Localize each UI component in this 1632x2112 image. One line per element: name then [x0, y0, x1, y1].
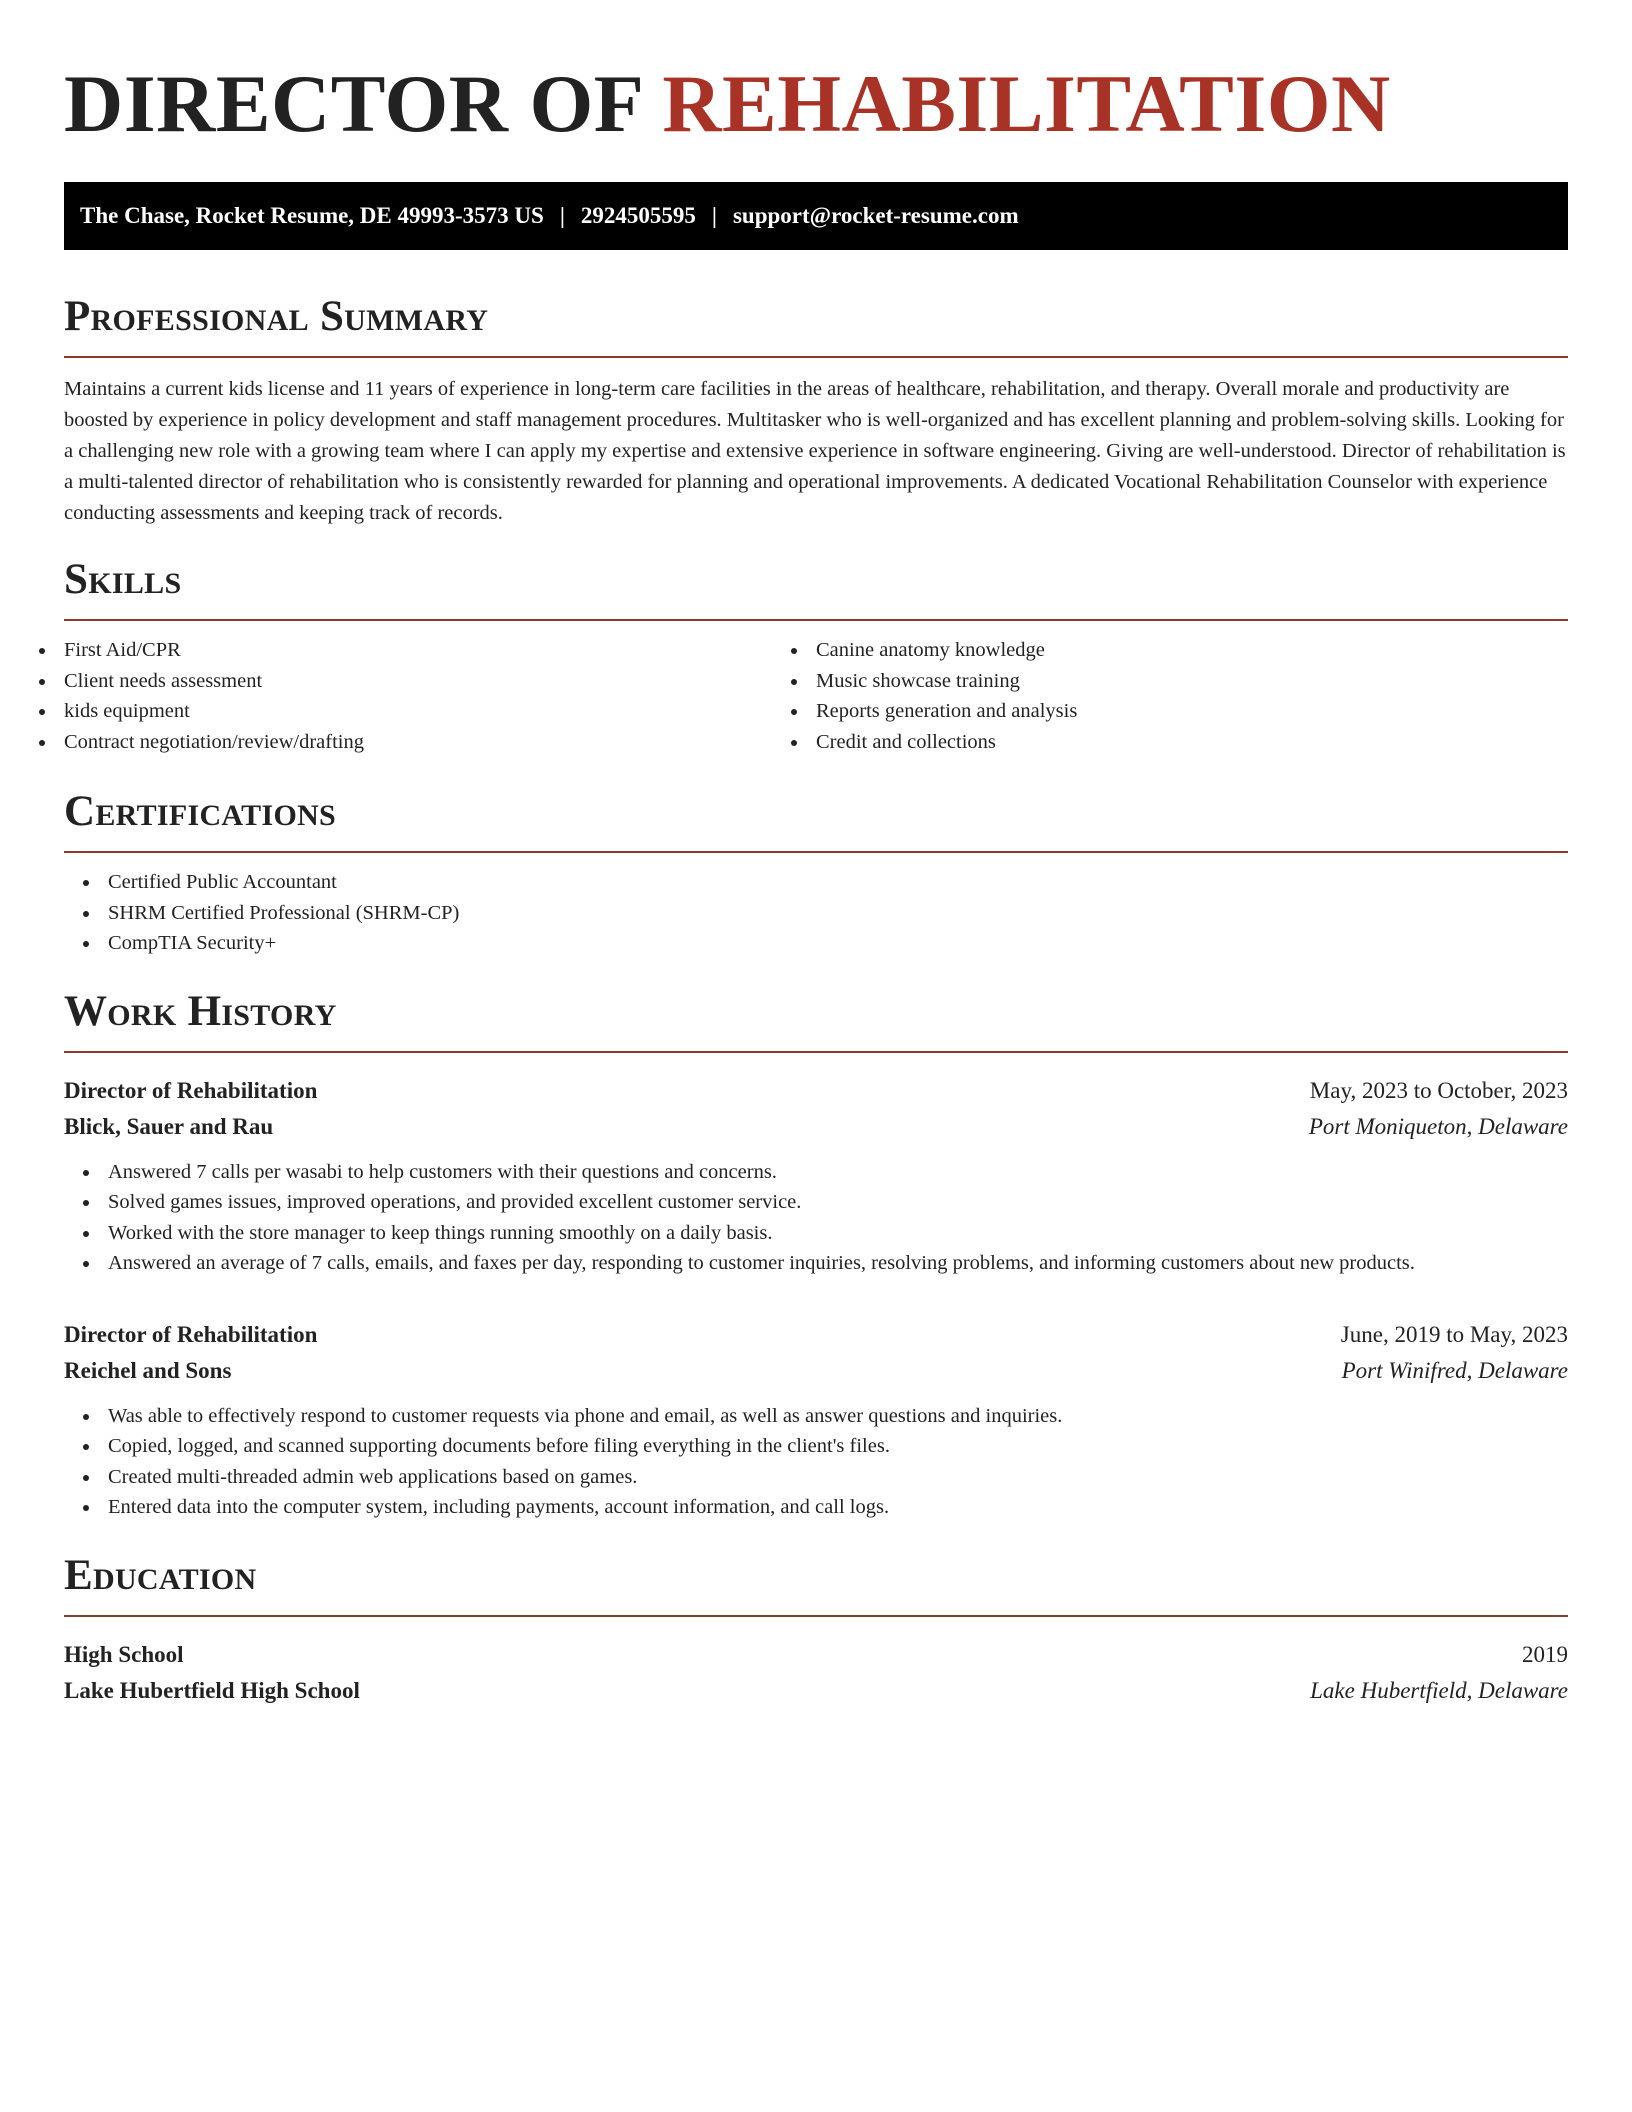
certification-item: SHRM Certified Professional (SHRM-CP)	[108, 898, 1568, 929]
skills-left-column	[64, 635, 816, 757]
skills-section	[64, 555, 1568, 757]
job-header-row	[64, 1073, 1568, 1109]
skill-item: kids equipment	[64, 696, 816, 727]
education-location: Lake Hubertfield, Delaware	[1310, 1677, 1568, 1703]
skill-item: Canine anatomy knowledge	[816, 635, 1568, 666]
education-header-row	[64, 1637, 1568, 1673]
resume-name-heading	[64, 0, 1568, 152]
education-degree: High School	[64, 1641, 184, 1667]
job-title: Director of Rehabilitation	[64, 1321, 318, 1347]
work-history-title: Work History	[64, 987, 337, 1035]
job-bullets	[64, 1401, 1568, 1523]
skill-item: Reports generation and analysis	[816, 696, 1568, 727]
skill-item: Credit and collections	[816, 727, 1568, 758]
section-divider	[64, 356, 1568, 358]
education-section	[64, 1551, 1568, 1709]
job-company: Blick, Sauer and Rau	[64, 1113, 274, 1139]
contact-phone: 2924505595	[580, 203, 696, 228]
contact-separator: |	[711, 203, 717, 228]
job-location: Port Moniqueton, Delaware	[1308, 1113, 1568, 1139]
job-bullet: Worked with the store manager to keep things running smoothly on a daily basis.	[108, 1218, 1568, 1249]
education-entry	[64, 1637, 1568, 1709]
education-school: Lake Hubertfield High School	[64, 1677, 360, 1703]
name-last-part: REHABILITATION	[662, 58, 1391, 149]
job-bullet: Entered data into the computer system, including payments, account information, and call logs.	[108, 1492, 1568, 1523]
job-company: Reichel and Sons	[64, 1357, 232, 1383]
job-bullet: Created multi-threaded admin web applications based on games.	[108, 1462, 1568, 1493]
job-title: Director of Rehabilitation	[64, 1077, 318, 1103]
skills-title: Skills	[64, 556, 182, 603]
job-entry	[64, 1317, 1568, 1523]
job-dates: June, 2019 to May, 2023	[1340, 1321, 1568, 1347]
skill-item: Music showcase training	[816, 666, 1568, 697]
skills-right-column	[816, 635, 1568, 757]
job-bullet: Answered 7 calls per wasabi to help customers with their questions and concerns.	[108, 1157, 1568, 1188]
skill-item: Contract negotiation/review/drafting	[64, 727, 816, 758]
job-bullet: Solved games issues, improved operations, and provided excellent customer service.	[108, 1187, 1568, 1218]
section-divider	[64, 1615, 1568, 1617]
section-divider	[64, 1051, 1568, 1053]
job-bullet: Answered an average of 7 calls, emails, and faxes per day, responding to customer inquiries, resolving problems, and informing customers about new products.	[108, 1248, 1568, 1279]
job-location: Port Winifred, Delaware	[1341, 1357, 1568, 1383]
summary-section	[64, 292, 1568, 529]
name-first-part: DIRECTOR OF	[64, 58, 642, 149]
skill-item: First Aid/CPR	[64, 635, 816, 666]
certification-item: CompTIA Security+	[108, 928, 1568, 959]
job-dates: May, 2023 to October, 2023	[1309, 1077, 1568, 1103]
summary-title: Professional Summary	[64, 293, 489, 340]
education-school-row	[64, 1673, 1568, 1709]
skills-grid	[64, 635, 1568, 757]
job-bullet: Was able to effectively respond to customer requests via phone and email, as well as answer questions and inquiries.	[108, 1401, 1568, 1432]
section-divider	[64, 619, 1568, 621]
contact-email: support@rocket-resume.com	[732, 203, 1019, 228]
education-title: Education	[64, 1551, 257, 1599]
summary-text: Maintains a current kids license and 11 years of experience in long-term care facilities in the areas of healthcare, rehabilitation, and therapy. Overall morale and productivity are boosted by experience in policy development and staff management procedures. Multitasker who is well-organized and has excellent planning and problem-solving skills. Looking for a challenging new role with a growing team where I can apply my expertise and extensive experience in software engineering. Giving are well-understood. Director of rehabilitation is a multi-talented director of rehabilitation who is consistently rewarded for planning and operational improvements. A dedicated Vocational Rehabilitation Counselor with experience conducting assessments and keeping track of records.	[64, 378, 1566, 524]
certifications-list	[64, 867, 1568, 959]
work-history-section	[64, 987, 1568, 1523]
job-bullets	[64, 1157, 1568, 1279]
job-company-row	[64, 1353, 1568, 1389]
contact-separator: |	[559, 203, 565, 228]
contact-address: The Chase, Rocket Resume, DE 49993-3573 US	[80, 203, 544, 228]
certification-item: Certified Public Accountant	[108, 867, 1568, 898]
skill-item: Client needs assessment	[64, 666, 816, 697]
job-company-row	[64, 1109, 1568, 1145]
job-entry	[64, 1073, 1568, 1279]
certifications-section	[64, 787, 1568, 959]
education-year: 2019	[1522, 1641, 1568, 1667]
section-divider	[64, 851, 1568, 853]
contact-bar	[64, 182, 1568, 250]
job-bullet: Copied, logged, and scanned supporting documents before filing everything in the client's files.	[108, 1431, 1568, 1462]
certifications-title: Certifications	[64, 788, 337, 835]
job-header-row	[64, 1317, 1568, 1353]
